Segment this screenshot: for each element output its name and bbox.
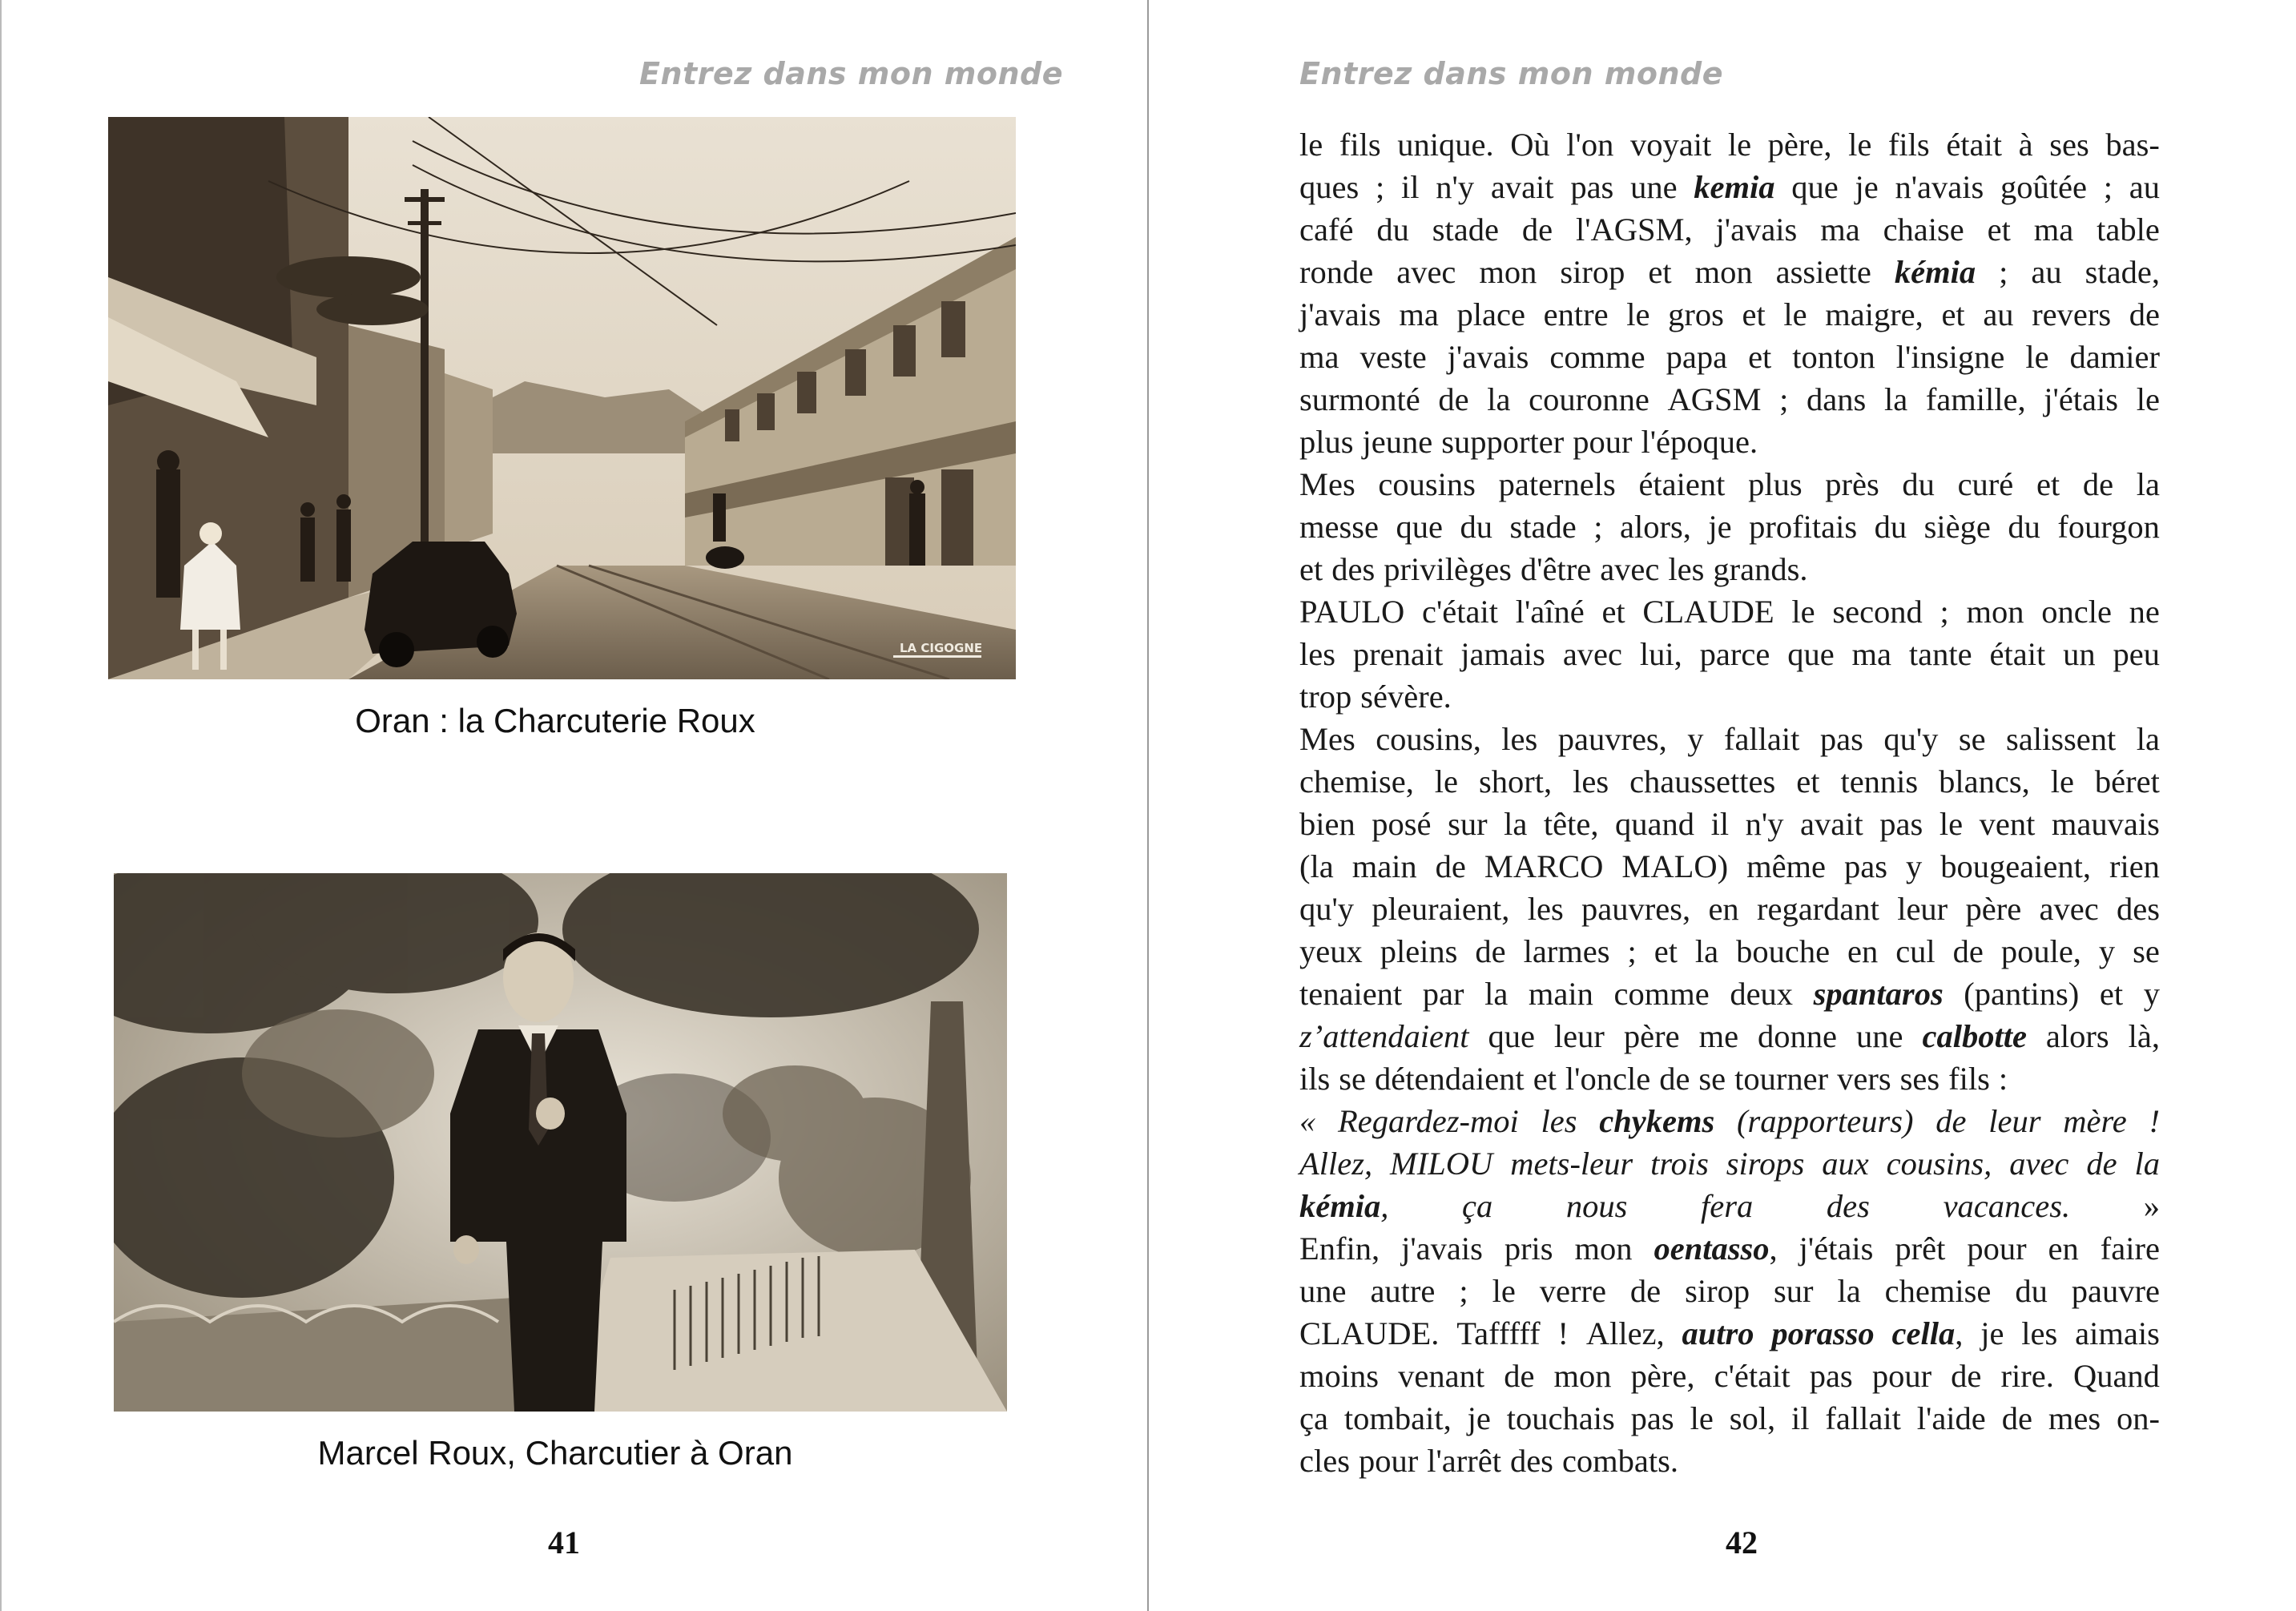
text-line: ronde avec mon sirop et mon assiette kémia ; au stade, [1299, 254, 2160, 290]
street-photo [108, 117, 1016, 679]
text-line: CLAUDE. Tafffff ! Allez, autro porasso cella, je les aimais [1299, 1315, 2160, 1351]
body-text [1299, 123, 2160, 1482]
left-page [0, 0, 1147, 1611]
text-line: les prenait jamais avec lui, parce que ma tante était un peu [1299, 636, 2160, 672]
text-line: ils se détendaient et l'oncle de se tourner vers ses fils : [1299, 1061, 2008, 1097]
running-header-left: Entrez dans mon monde [639, 56, 1063, 91]
text-line: surmonté de la couronne AGSM ; dans la famille, j'étais le [1299, 381, 2160, 417]
right-page [1147, 0, 2296, 1611]
text-line: « Regardez-moi les chykems (rapporteurs) de leur mère ! [1299, 1103, 2160, 1139]
text-line: Enfin, j'avais pris mon oentasso, j'étais prêt pour en faire [1299, 1230, 2160, 1267]
text-line: plus jeune supporter pour l'époque. [1299, 424, 1758, 460]
text-line: ma veste j'avais comme papa et tonton l'insigne le damier [1299, 339, 2160, 375]
page-number-right: 42 [1726, 1524, 1758, 1561]
text-line: et des privilèges d'être avec les grands. [1299, 551, 1808, 587]
text-line: Mes cousins, les pauvres, y fallait pas qu'y se salissent la [1299, 721, 2160, 757]
text-line: café du stade de l'AGSM, j'avais ma chaise et ma table [1299, 211, 2160, 248]
text-line: z’attendaient que leur père me donne une calbotte alors là, [1299, 1018, 2160, 1054]
text-line: j'avais ma place entre le gros et le maigre, et au revers de [1299, 296, 2160, 332]
portrait-photo [114, 873, 1007, 1412]
text-line: chemise, le short, les chaussettes et tennis blancs, le béret [1299, 763, 2160, 799]
text-line: ques ; il n'y avait pas une kemia que je n'avais goûtée ; au [1299, 169, 2160, 205]
text-line: tenaient par la main comme deux spantaros (pantins) et y [1299, 976, 2160, 1012]
running-header-right: Entrez dans mon monde [1299, 56, 1723, 91]
text-line: yeux pleins de larmes ; et la bouche en cul de poule, y se [1299, 933, 2160, 969]
text-line: le fils unique. Où l'on voyait le père, le fils était à ses bas- [1299, 127, 2160, 163]
text-line: bien posé sur la tête, quand il n'y avait pas le vent mauvais [1299, 806, 2160, 842]
text-line: ça tombait, je touchais pas le sol, il fallait l'aide de mes on- [1299, 1400, 2160, 1436]
portrait-photo-caption: Marcel Roux, Charcutier à Oran [317, 1434, 793, 1472]
text-line: kémia, ça nous fera des vacances. » [1299, 1188, 2160, 1224]
text-line: (la main de MARCO MALO) même pas y bougeaient, rien [1299, 848, 2160, 884]
text-line: messe que du stade ; alors, je profitais du siège du fourgon [1299, 509, 2160, 545]
page-number-left: 41 [548, 1524, 580, 1561]
street-photo-caption: Oran : la Charcuterie Roux [355, 702, 755, 739]
text-line: Allez, MILOU mets-leur trois sirops aux cousins, avec de la [1299, 1146, 2160, 1182]
text-line: moins venant de mon père, c'était pas pour de rire. Quand [1299, 1358, 2160, 1394]
text-line: cles pour l'arrêt des combats. [1299, 1443, 1679, 1479]
text-line: qu'y pleuraient, les pauvres, en regardant leur père avec des [1299, 891, 2160, 927]
text-line: une autre ; le verre de sirop sur la chemise du pauvre [1299, 1273, 2160, 1309]
text-line: Mes cousins paternels étaient plus près du curé et de la [1299, 466, 2160, 502]
photo-stamp: LA CIGOGNE [900, 641, 983, 655]
text-line: trop sévère. [1299, 679, 1452, 715]
text-line: PAULO c'était l'aîné et CLAUDE le second ; mon oncle ne [1299, 594, 2160, 630]
